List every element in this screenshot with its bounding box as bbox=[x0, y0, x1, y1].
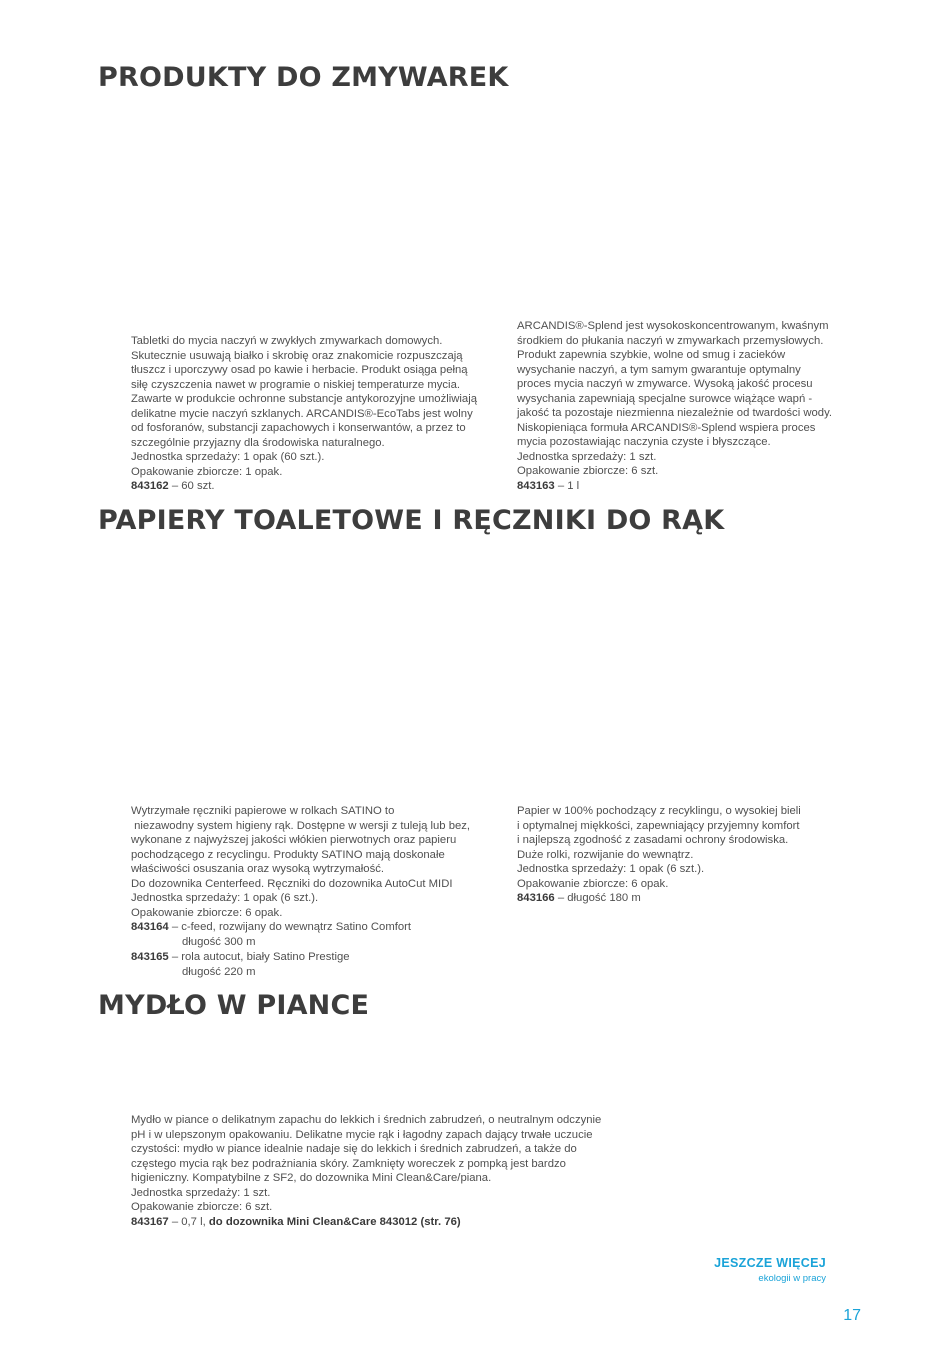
text-line: od fosforanów, substancji zapachowych i konserwantów, a przez to bbox=[131, 422, 466, 434]
text-line: ARCANDIS®-Splend jest wysokoskoncentrowanym, kwaśnym bbox=[517, 320, 829, 332]
more-ecology-subtitle: ekologii w pracy bbox=[758, 1273, 826, 1284]
text-line: szczególnie przyjazny dla środowiska naturalnego. bbox=[131, 436, 385, 449]
product-variant: – 0,7 l, bbox=[168, 1215, 209, 1228]
product-description-toilet-paper bbox=[517, 804, 801, 906]
text-line: pochodzącego z recyclingu. Produkty SATINO mają doskonałe bbox=[131, 848, 445, 861]
dispenser-reference: do dozownika Mini Clean&Care 843012 (str. 76) bbox=[208, 1215, 461, 1228]
bulk-package: Opakowanie zbiorcze: 6 szt. bbox=[517, 465, 659, 477]
text-line: Do dozownika Centerfeed. Ręczniki do dozownika AutoCut MIDI bbox=[131, 877, 453, 890]
text-line: środkiem do płukania naczyń w zmywarkach przemysłowych. bbox=[517, 334, 824, 347]
product-code: 843163 bbox=[517, 479, 555, 492]
product-sku-line bbox=[517, 479, 832, 494]
product-length: długość 300 m bbox=[182, 935, 256, 948]
text-line: proces mycia naczyń w zmywarce. Wysoką jakość procesu bbox=[517, 378, 813, 390]
text-line: mycia pozostawiając naczynia czyste i błyszczące. bbox=[517, 436, 771, 448]
text-line: Mydło w piance o delikatnym zapachu do lekkich i średnich zabrudzeń, o neutralnym odczynie bbox=[131, 1114, 602, 1126]
sales-unit: Jednostka sprzedaży: 1 opak (6 szt.). bbox=[517, 863, 705, 875]
text-line: Duże rolki, rozwijanie do wewnątrz. bbox=[517, 848, 694, 861]
text-line: czystości: mydło w piance idealnie nadaje się do lekkich i średnich zabrudzeń, a także do bbox=[131, 1143, 577, 1155]
text-line: niezawodny system higieny rąk. Dostępne w wersji z tuleją lub bez, bbox=[131, 819, 471, 832]
product-sku-line bbox=[131, 479, 477, 494]
text-line: wysychanie naczyń, a tym samym gwarantuje optymalny bbox=[517, 363, 801, 376]
section-heading-paper: PAPIERY TOALETOWE I RĘCZNIKI DO RĄK bbox=[98, 505, 725, 536]
product-code: 843162 bbox=[131, 480, 169, 492]
more-ecology-title: JESZCZE WIĘCEJ bbox=[714, 1256, 826, 1270]
section-heading-dishwasher: PRODUKTY DO ZMYWAREK bbox=[98, 62, 509, 93]
product-variant: – 1 l bbox=[554, 479, 580, 492]
product-sku-line bbox=[131, 1215, 601, 1230]
text-line: Produkt zapewnia szybkie, wolne od smug i zacieków bbox=[517, 349, 786, 361]
sales-unit: Jednostka sprzedaży: 1 opak (6 szt.). bbox=[131, 892, 319, 904]
text-line: i najlepszą zgodność z zasadami ochrony środowiska. bbox=[517, 834, 789, 846]
product-description-satino-towels bbox=[131, 804, 470, 979]
sales-unit: Jednostka sprzedaży: 1 opak (60 szt.). bbox=[131, 451, 325, 463]
product-variant: – 60 szt. bbox=[168, 480, 215, 492]
product-sku-line bbox=[517, 891, 801, 906]
text-line: higieniczny. Kompatybilne z SF2, do dozownika Mini Clean&Care/piana. bbox=[131, 1172, 492, 1184]
text-line: Wytrzymałe ręczniki papierowe w rolkach SATINO to bbox=[131, 805, 395, 817]
text-line: pH i w ulepszonym opakowaniu. Delikatne mycie rąk i łagodny zapach dający trwałe uczucie bbox=[131, 1128, 593, 1141]
text-line: wykonane z najwyższej jakości włókien pierwotnych oraz papieru bbox=[131, 834, 457, 846]
text-line: Niskopieniąca formuła ARCANDIS®-Splend wspiera proces bbox=[517, 421, 816, 434]
bulk-package: Opakowanie zbiorcze: 6 szt. bbox=[131, 1201, 273, 1213]
text-line: siłę czyszczenia nawet w programie o niskiej temperaturze mycia. bbox=[131, 378, 460, 391]
product-length: długość 220 m bbox=[182, 965, 256, 978]
product-code: 843165 bbox=[131, 951, 169, 963]
product-sku-entry bbox=[131, 950, 470, 979]
text-line: i optymalnej miękkości, zapewniający przyjemny komfort bbox=[517, 819, 800, 832]
product-sku-entry bbox=[131, 920, 470, 949]
bulk-package: Opakowanie zbiorcze: 1 opak. bbox=[131, 465, 283, 478]
section-heading-soap: MYDŁO W PIANCE bbox=[98, 990, 370, 1021]
product-code: 843164 bbox=[131, 921, 169, 933]
sales-unit: Jednostka sprzedaży: 1 szt. bbox=[517, 450, 657, 463]
text-line: Skutecznie usuwają białko i skrobię oraz znakomicie rozpuszczają bbox=[131, 349, 463, 362]
text-line: właściwości osuszania oraz wysoką wytrzymałość. bbox=[131, 863, 384, 875]
text-line: jakość ta pozostaje niezmienna niezależnie od twardości wody. bbox=[517, 407, 833, 419]
product-code: 843166 bbox=[517, 892, 555, 904]
product-code: 843167 bbox=[131, 1215, 169, 1228]
text-line: delikatne mycie naczyń szklanych. ARCANDIS®-EcoTabs jest wolny bbox=[131, 407, 473, 420]
product-variant: – c-feed, rozwijany do wewnątrz Satino Comfort bbox=[168, 921, 412, 933]
page-number: 17 bbox=[843, 1307, 861, 1324]
product-variant: – rola autocut, biały Satino Prestige bbox=[168, 951, 350, 963]
text-line: Zawarte w produkcie ochronne substancje antykorozyjne umożliwiają bbox=[131, 393, 477, 405]
text-line: wysychania zapewniają specjalne surowce wiążące wapń - bbox=[517, 392, 813, 405]
text-line: częstego mycia rąk bez podrażniania skóry. Zamknięty woreczek z pompką jest bardzo bbox=[131, 1157, 566, 1170]
product-variant: – długość 180 m bbox=[554, 892, 641, 904]
text-line: tłuszcz i uporczywy osad po kawie i herbacie. Produkt osiąga pełną bbox=[131, 364, 468, 376]
bulk-package: Opakowanie zbiorcze: 6 opak. bbox=[131, 906, 283, 919]
sales-unit: Jednostka sprzedaży: 1 szt. bbox=[131, 1186, 271, 1199]
bulk-package: Opakowanie zbiorcze: 6 opak. bbox=[517, 877, 669, 890]
product-description-ecotabs bbox=[131, 334, 477, 494]
product-description-foam-soap bbox=[131, 1113, 601, 1229]
text-line: Tabletki do mycia naczyń w zwykłych zmywarkach domowych. bbox=[131, 335, 443, 347]
product-description-splend bbox=[517, 319, 832, 493]
text-line: Papier w 100% pochodzący z recyklingu, o wysokiej bieli bbox=[517, 805, 801, 817]
